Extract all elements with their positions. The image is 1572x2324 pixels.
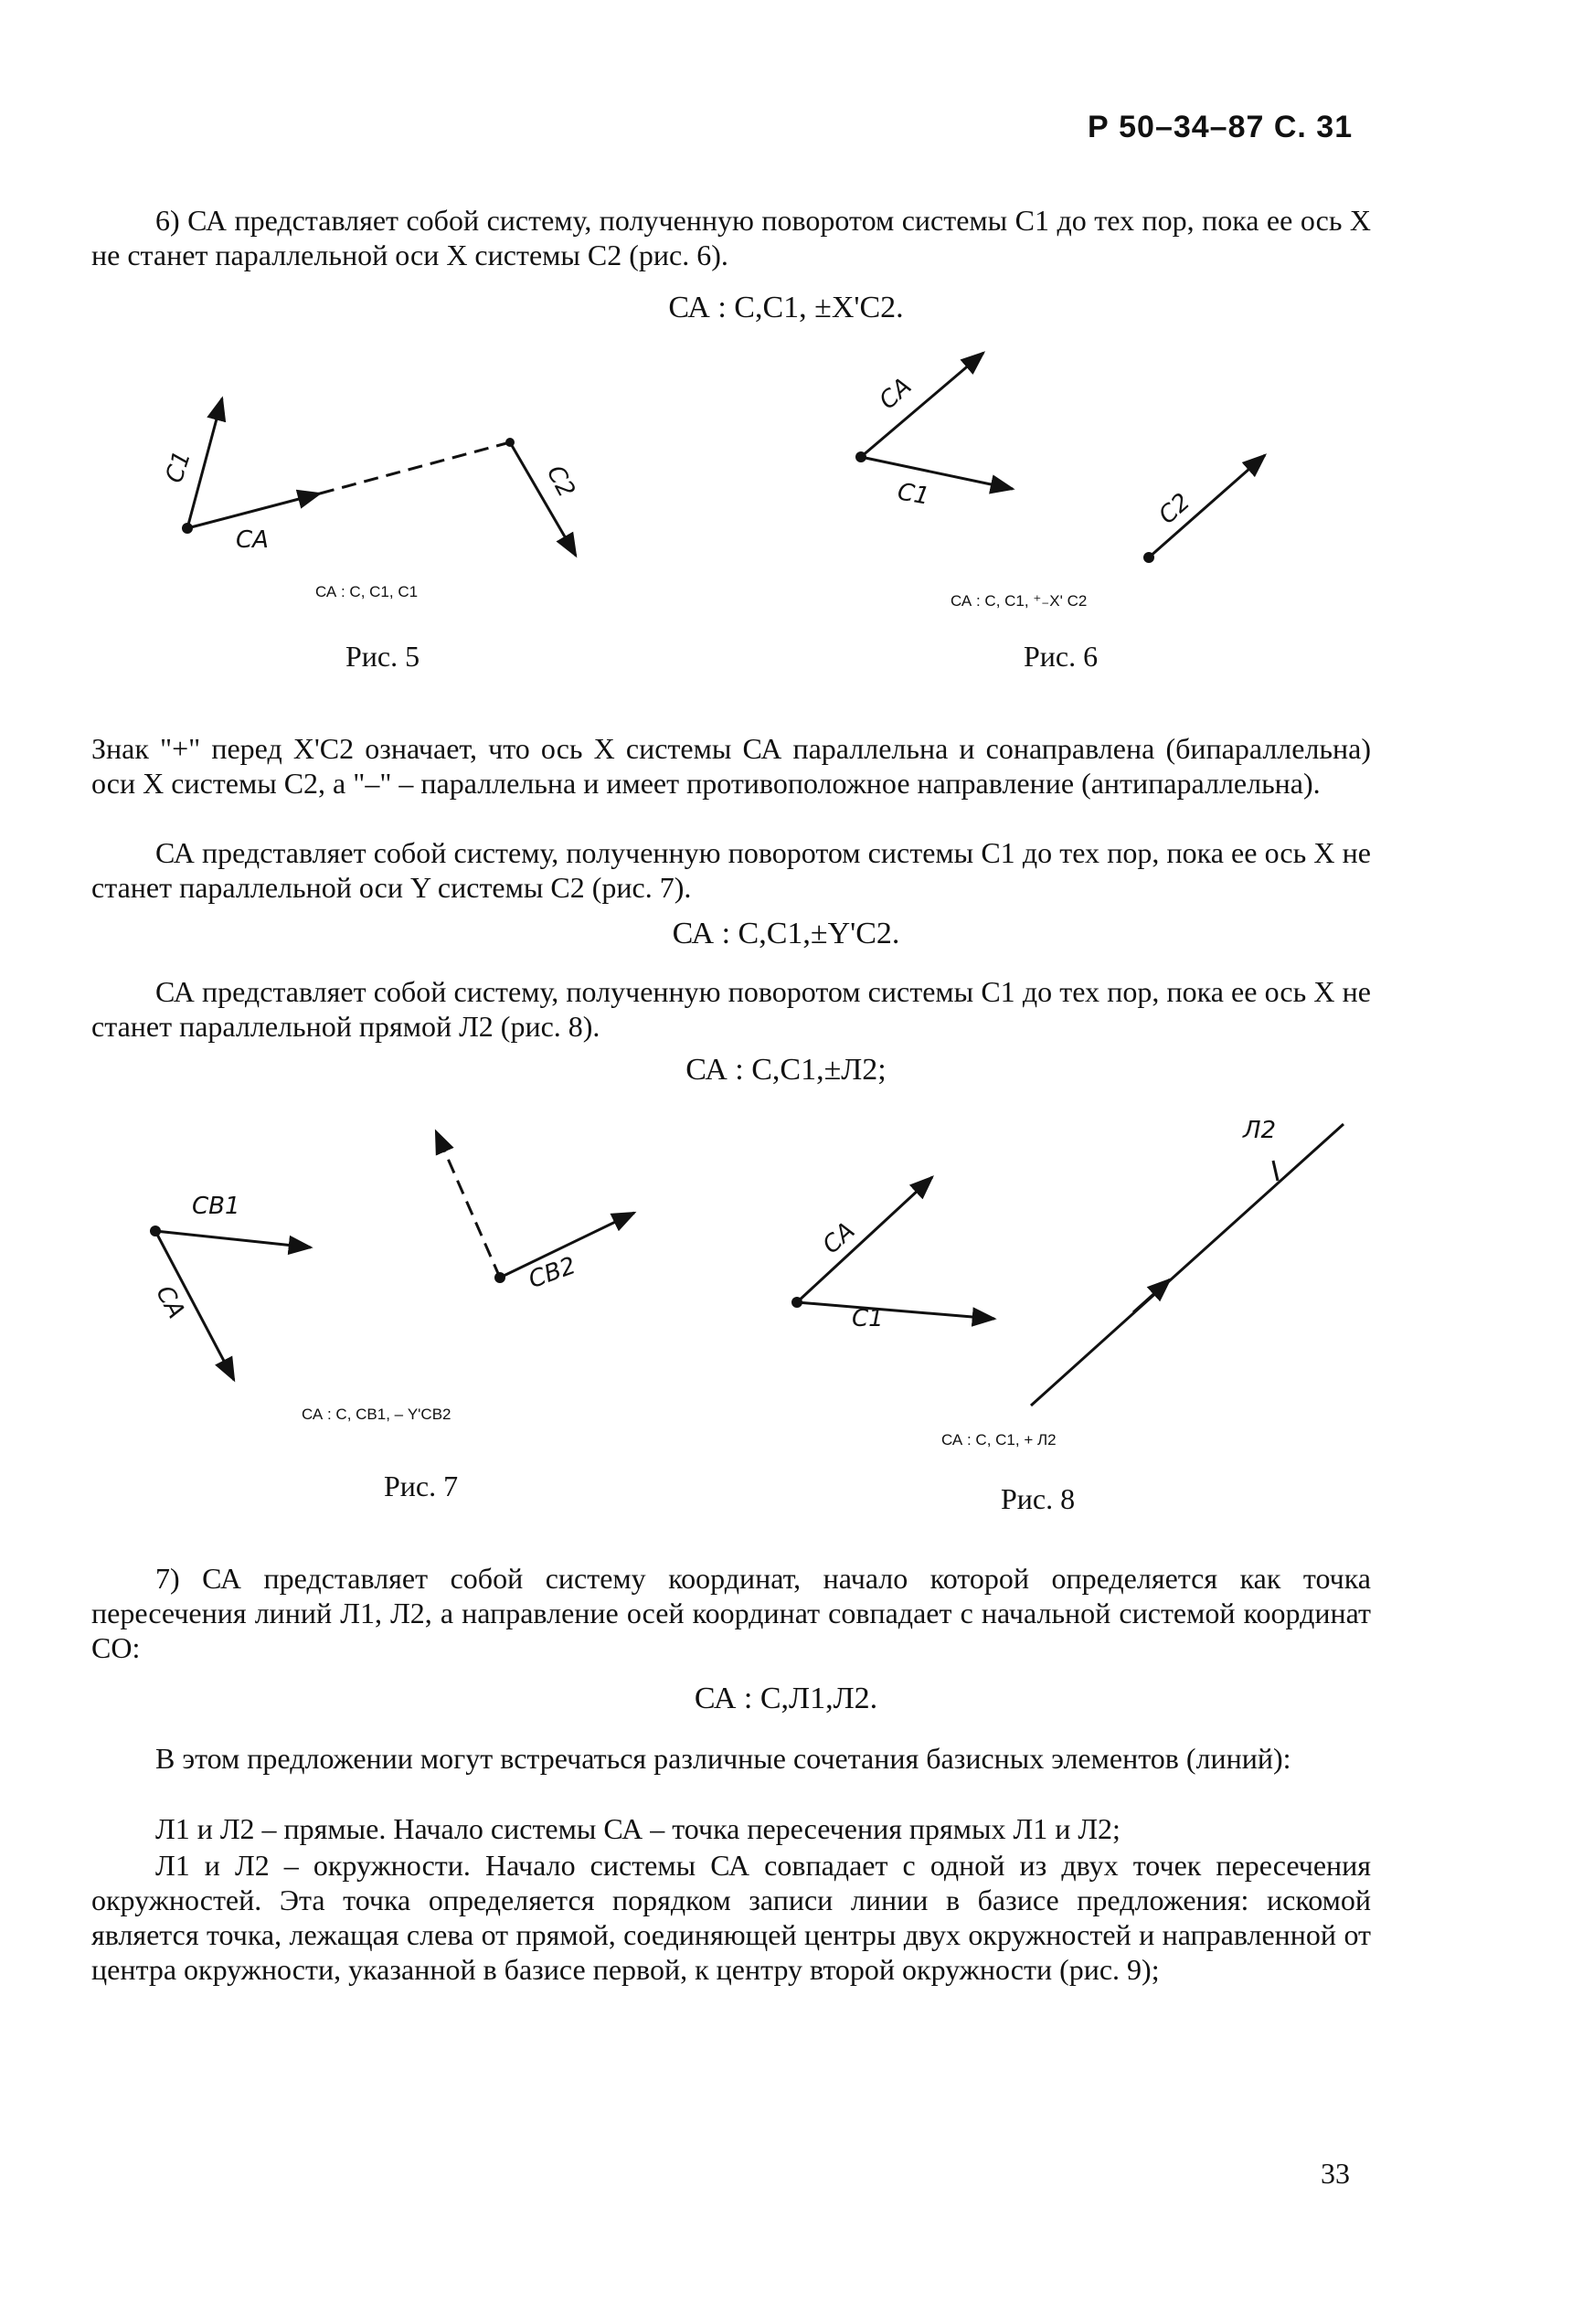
fig6-formula: СА : С, С1, ⁺₋Х' С2 [951,592,1088,610]
paragraph-circles-text: Л1 и Л2 – окружности. Начало системы СА совпадает с одной из двух точек пересечения окружностей. Эта точка определяется порядком записи линии в базисе предложения: искомой является точка, лежащая слева от прямой, соединяющей центры двух окружностей и направленной от центра окружности, указанной в базисе первой, к центру второй окружности (рис. 9); [91,1849,1371,1986]
paragraph-l2-text: СА представляет собой систему, полученную поворотом системы С1 до тех пор, пока ее ось Х не станет параллельной прямой Л2 (рис. 8). [91,975,1371,1043]
figure-6-drawing [861,353,1265,557]
fig8-label-ca: СА [817,1216,861,1260]
fig5-label-c2: С2 [540,461,580,503]
fig6-label-ca: СА [874,372,918,416]
fig5-formula: СА : С, С1, С1 [315,583,419,600]
fig7-axis-cb1 [155,1231,311,1247]
paragraph-7-text: 7) СА представляет собой систему координат, начало которой определяется как точка пересечения линий Л1, Л2, а направление осей координат совпадает с начальной системой координат СО: [91,1562,1371,1664]
fig7-label-cb1: СВ1 [192,1193,240,1220]
fig7-cb2-point [494,1272,505,1283]
page-number: 33 [1321,2157,1350,2190]
fig8-caption: Рис. 8 [1001,1482,1076,1515]
paragraph-lines-text: Л1 и Л2 – прямые. Начало системы СА – точка пересечения прямых Л1 и Л2; [155,1812,1121,1845]
fig5-caption: Рис. 5 [345,640,420,673]
formula-3: СА : С,С1,±Л2; [685,1053,887,1087]
fig5-label-ca: СА [236,526,269,554]
fig8-line-l2 [1031,1124,1344,1406]
paragraph-circles [91,1848,1371,1987]
paragraph-y [91,835,1371,905]
fig6-axis-ca [861,353,983,457]
formula-4: СА : С,Л1,Л2. [694,1682,878,1715]
fig8-axis-c1 [797,1302,994,1319]
fig5-label-c1: С1 [160,447,196,487]
formula-1: СА : С,С1, ±Х'С2. [668,291,904,324]
formula-2: СА : С,С1,±Y'С2. [672,917,900,950]
figure-8-drawing [797,1124,1344,1406]
fig7-label-cb2: СВ2 [525,1251,580,1295]
fig6-label-c2: С2 [1153,488,1196,530]
fig6-caption: Рис. 6 [1024,640,1099,673]
fig8-l2-leader [1273,1161,1278,1181]
fig6-axis-c1 [861,457,1013,489]
fig7-formula: СА : С, СВ1, – Y'СВ2 [302,1406,451,1423]
fig8-label-l2: Л2 [1243,1117,1277,1144]
paragraph-sign: Знак "+" перед Х'С2 означает, что ось Х системы СА параллельна и сонаправлена (бипараллельна) оси Х системы С2, а "–" – параллельна и имеет противоположное направление (антипараллельна). [91,732,1371,800]
fig8-origin-point [791,1297,802,1308]
paragraph-y-text: СА представляет собой систему, полученную поворотом системы С1 до тех пор, пока ее ось Х не станет параллельной оси Y системы С2 (рис. 7). [91,836,1371,904]
fig6-origin-point [855,451,866,462]
fig5-axis-c2 [510,442,576,556]
fig5-origin-point [182,523,193,534]
fig7-label-ca: СА [150,1281,190,1323]
fig7-caption: Рис. 7 [384,1470,459,1502]
fig6-c2-point [1143,552,1154,563]
paragraph-combinations-text: В этом предложении могут встречаться различные сочетания базисных элементов (линий): [155,1742,1291,1775]
paragraph-6-text: 6) СА представляет собой систему, полученную поворотом системы С1 до тех пор, пока ее ось Х не станет параллельной оси Х системы С2 (рис. 6). [91,204,1371,271]
fig8-l2-direction [1133,1279,1170,1312]
fig7-dashed-axis [436,1131,500,1278]
paragraph-l2 [91,974,1371,1044]
paragraph-lines [91,1811,1371,1846]
paragraph-7 [91,1561,1371,1665]
fig5-c2-point [505,438,515,447]
paragraph-combinations [91,1741,1371,1776]
page-header: Р 50–34–87 С. 31 [1088,110,1354,144]
fig6-label-c1: С1 [895,478,932,511]
fig8-label-c1: С1 [852,1305,884,1332]
fig7-origin-point [150,1226,161,1236]
fig5-dashed-line [320,442,510,493]
fig8-formula: СА : С, С1, + Л2 [941,1431,1057,1449]
fig5-segment-ca [187,493,320,528]
